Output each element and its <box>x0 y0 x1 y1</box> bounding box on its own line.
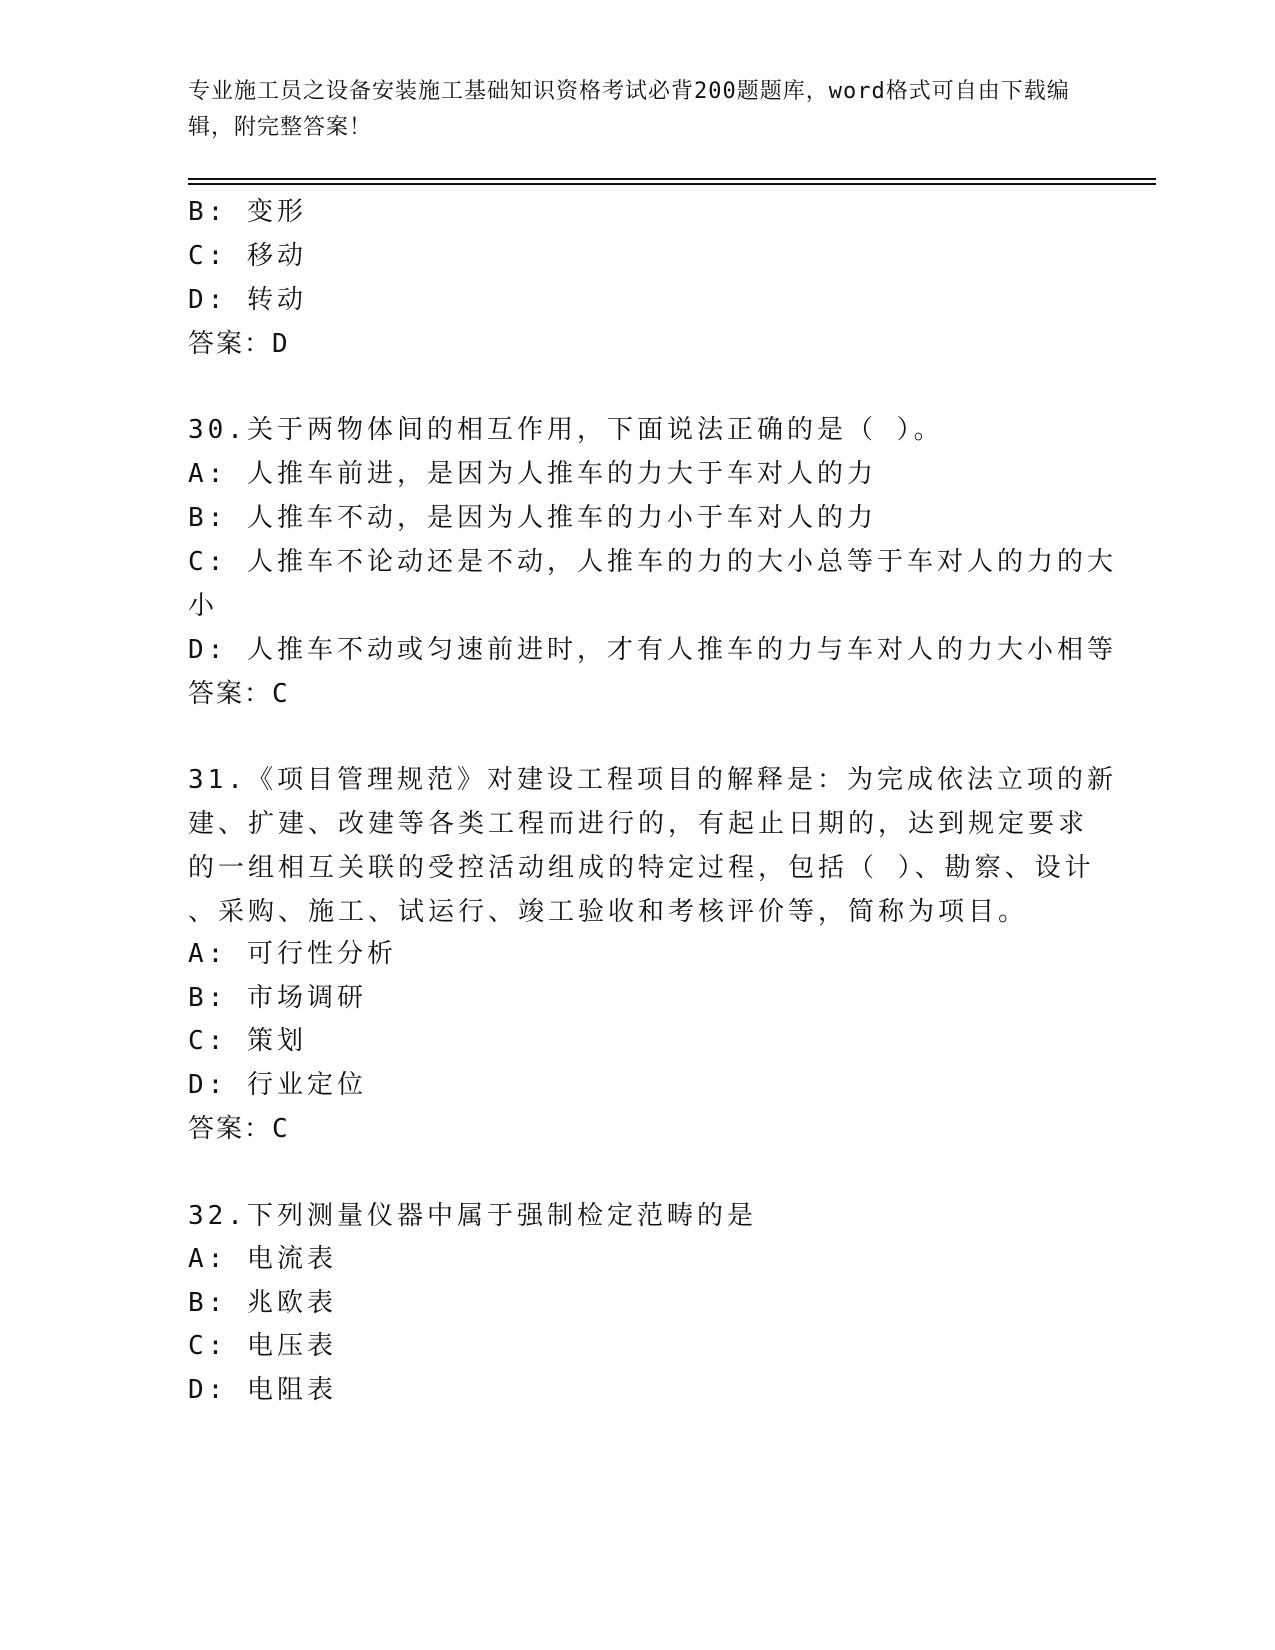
header-rule-top <box>188 178 1156 180</box>
option-b-q30: B: 人推车不动，是因为人推车的力小于车对人的力 <box>188 503 877 533</box>
option-a-q31: A: 可行性分析 <box>188 939 397 969</box>
option-c-q30: C: 人推车不论动还是不动，人推车的力的大小总等于车对人的力的大 <box>188 547 1117 577</box>
answer-q30: 答案：C <box>188 679 290 709</box>
question-30: 30.关于两物体间的相互作用，下面说法正确的是（ ）。 <box>188 415 944 445</box>
question-31-line-4: 、采购、施工、试运行、竣工验收和考核评价等，简称为项目。 <box>188 897 1029 927</box>
header-rule-bottom <box>188 183 1156 185</box>
option-d-q29: D: 转动 <box>188 285 307 315</box>
option-c-q31: C: 策划 <box>188 1026 307 1056</box>
answer-q31: 答案：C <box>188 1114 290 1144</box>
option-b-q32: B: 兆欧表 <box>188 1288 337 1318</box>
option-b-q29: B: 变形 <box>188 197 307 227</box>
question-31-line-2: 建、扩建、改建等各类工程而进行的，有起止日期的，达到规定要求 <box>188 809 1089 839</box>
option-d-q31: D: 行业定位 <box>188 1070 367 1100</box>
option-c-q29: C: 移动 <box>188 241 307 271</box>
option-d-q32: D: 电阻表 <box>188 1375 337 1405</box>
answer-q29: 答案：D <box>188 329 290 359</box>
document-header: 专业施工员之设备安装施工基础知识资格考试必背200题题库，word格式可自由下载编辑，附完整答案！ <box>188 79 1070 140</box>
question-31-line-3: 的一组相互关联的受控活动组成的特定过程，包括（ ）、勘察、设计 <box>188 853 1095 883</box>
option-a-q30: A: 人推车前进，是因为人推车的力大于车对人的力 <box>188 459 877 489</box>
question-32: 32.下列测量仪器中属于强制检定范畴的是 <box>188 1201 757 1231</box>
option-b-q31: B: 市场调研 <box>188 983 367 1013</box>
option-d-q30: D: 人推车不动或匀速前进时，才有人推车的力与车对人的力大小相等 <box>188 635 1117 665</box>
option-c-q32: C: 电压表 <box>188 1331 337 1361</box>
option-a-q32: A: 电流表 <box>188 1244 337 1274</box>
option-c-q30-cont: 小 <box>188 591 219 621</box>
question-31: 31.《项目管理规范》对建设工程项目的解释是：为完成依法立项的新 <box>188 765 1117 795</box>
